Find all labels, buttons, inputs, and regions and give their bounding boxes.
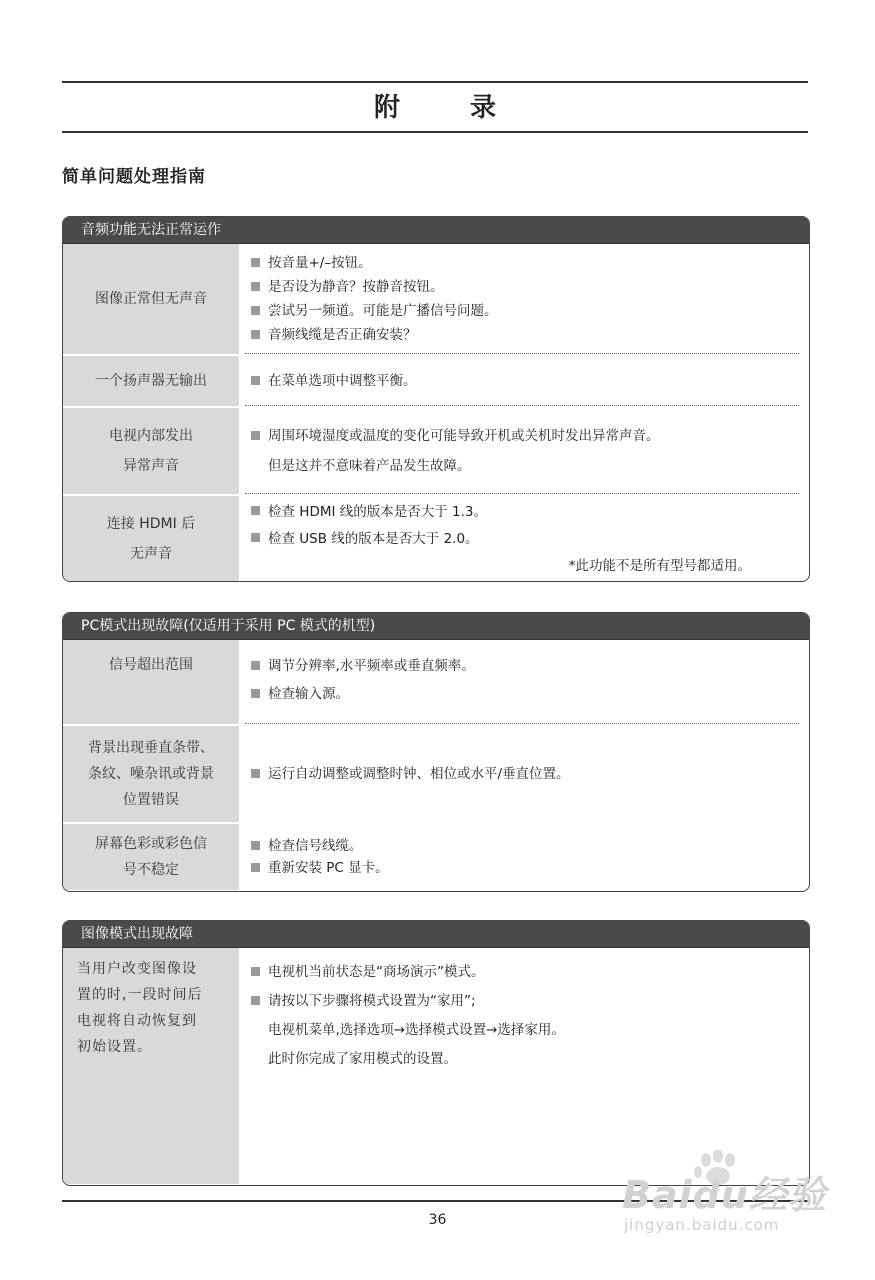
table-row (63, 356, 809, 406)
top-rule (62, 81, 808, 83)
table-row (63, 408, 809, 494)
row-label-line: 连接 HDMI 后 (106, 516, 196, 532)
page-title-left: 附 (373, 93, 400, 123)
row-solutions (239, 356, 809, 406)
audio-troubleshoot-section (62, 216, 810, 582)
row-label-line: 当用户改变图像设 (77, 961, 197, 977)
list-item: 请按以下步骤将模式设置为“家用”; (251, 987, 809, 1016)
bullet-square-icon (251, 689, 260, 698)
row-solutions (239, 244, 809, 354)
table-row (63, 244, 809, 354)
bullet-square-icon (251, 996, 260, 1005)
row-label-line: 置的时,一段时间后 (77, 987, 203, 1003)
bullet-square-icon (251, 506, 260, 515)
bullet-square-icon (251, 258, 260, 267)
row-label (63, 824, 239, 890)
row-solutions (239, 408, 809, 494)
row-label-line: 信号超出范围 (109, 657, 193, 673)
row-label-line: 初始设置。 (77, 1039, 152, 1055)
bullet-square-icon (251, 330, 260, 339)
list-item: 检查 USB 线的版本是否大于 2.0。 (251, 526, 809, 553)
row-solutions (239, 726, 809, 822)
row-solutions (239, 496, 809, 582)
list-item: 是否设为静音？按静音按钮。 (251, 275, 809, 299)
section-subtitle: 简单问题处理指南 (62, 167, 206, 187)
row-label-line: 背景出现垂直条带、 (88, 740, 214, 756)
row-label (63, 356, 239, 406)
row-label (63, 496, 239, 582)
list-item: 音频线缆是否正确安装？ (251, 323, 809, 347)
row-label-line: 电视内部发出 (109, 428, 193, 444)
list-item: 周围环境湿度或温度的变化可能导致开机或关机时发出异常声音。 (251, 421, 809, 451)
list-item: 运行自动调整或调整时钟、相位或水平/垂直位置。 (251, 762, 809, 786)
list-item: 检查 HDMI 线的版本是否大于 1.3。 (251, 499, 809, 526)
row-label-line: 位置错误 (123, 792, 179, 808)
bullet-square-icon (251, 533, 260, 542)
list-item-continuation: 但是这并不意味着产品发生故障。 (268, 458, 471, 474)
row-solutions (239, 824, 809, 890)
row-label (63, 948, 239, 1184)
row-label (63, 640, 239, 724)
row-solutions (239, 948, 809, 1184)
list-item: 电视机当前状态是“商场演示”模式。 (251, 958, 809, 987)
pc-mode-troubleshoot-section (62, 612, 810, 892)
bullet-square-icon (251, 863, 260, 872)
table-row (63, 640, 809, 724)
row-label-line: 异常声音 (123, 458, 179, 474)
row-solutions (239, 640, 809, 724)
row-label (63, 726, 239, 822)
table-row (63, 726, 809, 822)
bullet-square-icon (251, 282, 260, 291)
picture-mode-troubleshoot-section (62, 920, 810, 1186)
list-item: 检查信号线缆。 (251, 835, 809, 857)
list-item-continuation: 此时你完成了家用模式的设置。 (268, 1051, 457, 1067)
row-label-line: 无声音 (129, 546, 172, 562)
section-header: PC模式出现故障(仅适用于采用 PC 模式的机型) (63, 613, 809, 640)
page-title-right: 录 (470, 93, 497, 123)
section-header: 图像模式出现故障 (63, 921, 809, 948)
list-item-continuation: 电视机菜单,选择选项→选择模式设置→选择家用。 (268, 1022, 565, 1038)
row-label-line: 电视将自动恢复到 (77, 1013, 197, 1029)
bullet-square-icon (251, 376, 260, 385)
bullet-square-icon (251, 769, 260, 778)
bullet-square-icon (251, 306, 260, 315)
list-item: 重新安装 PC 显卡。 (251, 857, 809, 879)
table-row (63, 824, 809, 890)
row-label (63, 244, 239, 354)
bullet-square-icon (251, 841, 260, 850)
bullet-square-icon (251, 967, 260, 976)
row-label (63, 408, 239, 494)
row-label-line: 屏幕色彩或彩色信 (95, 836, 207, 852)
list-item: 尝试另一频道。可能是广播信号问题。 (251, 299, 809, 323)
bullet-square-icon (251, 661, 260, 670)
row-label-line: 一个扬声器无输出 (95, 373, 207, 389)
list-item: 检查输入源。 (251, 680, 809, 708)
baidu-watermark (610, 1150, 830, 1250)
row-label-line: 条纹、噪杂讯或背景 (88, 766, 214, 782)
table-row (63, 496, 809, 582)
title-underline (62, 131, 808, 133)
page-title (62, 88, 808, 128)
section-header: 音频功能无法正常运作 (63, 217, 809, 244)
footnote: *此功能不是所有型号都适用。 (568, 557, 751, 574)
bullet-square-icon (251, 431, 260, 440)
page-number: 36 (428, 1212, 447, 1228)
watermark-text: Baidu经验 (622, 1173, 827, 1217)
row-label-line: 图像正常但无声音 (95, 291, 207, 307)
table-row (63, 948, 809, 1184)
list-item: 调节分辨率,水平频率或垂直频率。 (251, 652, 809, 680)
list-item: 按音量+/–按钮。 (251, 251, 809, 275)
watermark-url: jingyan.baidu.com (624, 1216, 780, 1234)
list-item: 在菜单选项中调整平衡。 (251, 369, 809, 393)
row-label-line: 号不稳定 (123, 862, 179, 878)
